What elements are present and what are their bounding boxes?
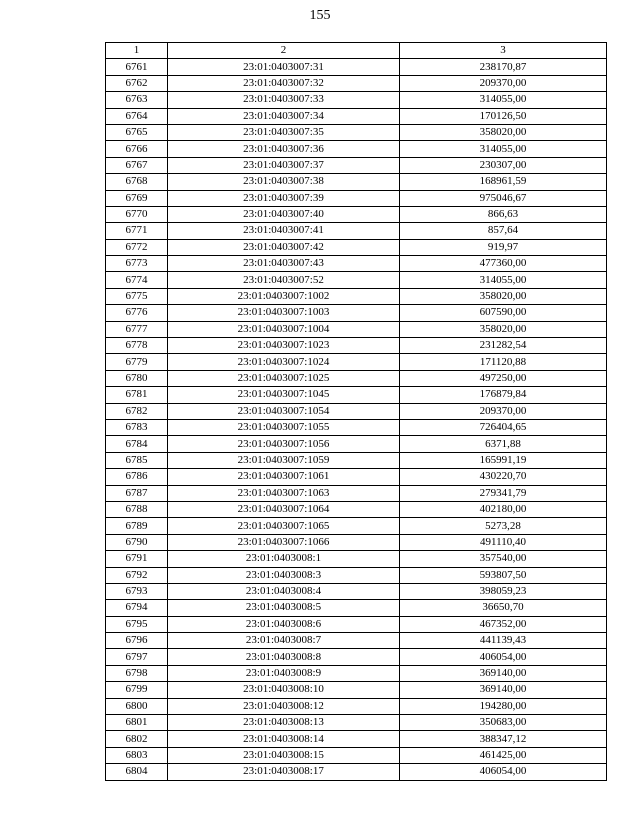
- row-number-cell: 6802: [106, 731, 168, 747]
- table-header: [106, 43, 607, 59]
- table-row: [106, 567, 607, 583]
- row-number-cell: 6782: [106, 403, 168, 419]
- cadastral-value-table: [105, 42, 607, 781]
- cadastral-value-cell: 497250,00: [400, 370, 607, 386]
- row-number-cell: 6798: [106, 665, 168, 681]
- cadastral-value-cell: 358020,00: [400, 321, 607, 337]
- row-number-cell: 6785: [106, 452, 168, 468]
- row-number-cell: 6767: [106, 157, 168, 173]
- row-number-cell: 6799: [106, 682, 168, 698]
- cadastral-value-cell: 369140,00: [400, 682, 607, 698]
- table-row: [106, 469, 607, 485]
- table-row: [106, 321, 607, 337]
- table-row: [106, 436, 607, 452]
- table-row: [106, 190, 607, 206]
- row-number-cell: 6794: [106, 600, 168, 616]
- cadastral-value-cell: 6371,88: [400, 436, 607, 452]
- row-number-cell: 6776: [106, 305, 168, 321]
- row-number-cell: 6779: [106, 354, 168, 370]
- row-number-cell: 6763: [106, 92, 168, 108]
- cadastral-value-cell: 593807,50: [400, 567, 607, 583]
- row-number-cell: 6773: [106, 256, 168, 272]
- cadastral-value-cell: 398059,23: [400, 583, 607, 599]
- cadastral-value-cell: 406054,00: [400, 649, 607, 665]
- cadastral-number-cell: 23:01:0403007:1004: [168, 321, 400, 337]
- table-row: [106, 387, 607, 403]
- cadastral-number-cell: 23:01:0403007:33: [168, 92, 400, 108]
- cadastral-number-cell: 23:01:0403007:1065: [168, 518, 400, 534]
- cadastral-value-cell: 406054,00: [400, 764, 607, 780]
- cadastral-value-cell: 279341,79: [400, 485, 607, 501]
- table-row: [106, 305, 607, 321]
- cadastral-number-cell: 23:01:0403007:1003: [168, 305, 400, 321]
- cadastral-value-cell: 36650,70: [400, 600, 607, 616]
- table-row: [106, 764, 607, 780]
- cadastral-number-cell: 23:01:0403008:6: [168, 616, 400, 632]
- cadastral-number-cell: 23:01:0403008:10: [168, 682, 400, 698]
- row-number-cell: 6778: [106, 338, 168, 354]
- cadastral-number-cell: 23:01:0403007:1059: [168, 452, 400, 468]
- cadastral-number-cell: 23:01:0403007:38: [168, 174, 400, 190]
- cadastral-value-cell: 477360,00: [400, 256, 607, 272]
- cadastral-value-cell: 857,64: [400, 223, 607, 239]
- cadastral-number-cell: 23:01:0403007:31: [168, 59, 400, 75]
- column-header-1: 1: [106, 43, 168, 59]
- table-row: [106, 715, 607, 731]
- cadastral-number-cell: 23:01:0403007:42: [168, 239, 400, 255]
- row-number-cell: 6781: [106, 387, 168, 403]
- cadastral-value-cell: 726404,65: [400, 419, 607, 435]
- cadastral-value-cell: 231282,54: [400, 338, 607, 354]
- cadastral-value-cell: 358020,00: [400, 124, 607, 140]
- cadastral-number-cell: 23:01:0403008:13: [168, 715, 400, 731]
- row-number-cell: 6790: [106, 534, 168, 550]
- cadastral-value-cell: 230307,00: [400, 157, 607, 173]
- table-row: [106, 518, 607, 534]
- table-row: [106, 108, 607, 124]
- row-number-cell: 6791: [106, 551, 168, 567]
- cadastral-number-cell: 23:01:0403007:1045: [168, 387, 400, 403]
- cadastral-value-cell: 168961,59: [400, 174, 607, 190]
- cadastral-value-cell: 238170,87: [400, 59, 607, 75]
- cadastral-value-cell: 430220,70: [400, 469, 607, 485]
- cadastral-number-cell: 23:01:0403007:35: [168, 124, 400, 140]
- cadastral-value-cell: 171120,88: [400, 354, 607, 370]
- table-row: [106, 698, 607, 714]
- cadastral-value-cell: 369140,00: [400, 665, 607, 681]
- row-number-cell: 6769: [106, 190, 168, 206]
- table-row: [106, 747, 607, 763]
- row-number-cell: 6762: [106, 75, 168, 91]
- row-number-cell: 6792: [106, 567, 168, 583]
- cadastral-number-cell: 23:01:0403008:7: [168, 633, 400, 649]
- row-number-cell: 6777: [106, 321, 168, 337]
- cadastral-number-cell: 23:01:0403007:36: [168, 141, 400, 157]
- cadastral-value-cell: 607590,00: [400, 305, 607, 321]
- table-row: [106, 354, 607, 370]
- header-row: [106, 43, 607, 59]
- row-number-cell: 6775: [106, 288, 168, 304]
- cadastral-value-cell: 165991,19: [400, 452, 607, 468]
- page-number: 155: [309, 8, 331, 23]
- cadastral-number-cell: 23:01:0403008:14: [168, 731, 400, 747]
- table-row: [106, 157, 607, 173]
- cadastral-number-cell: 23:01:0403007:1061: [168, 469, 400, 485]
- cadastral-value-cell: 314055,00: [400, 92, 607, 108]
- cadastral-value-cell: 176879,84: [400, 387, 607, 403]
- table-row: [106, 92, 607, 108]
- cadastral-value-cell: 461425,00: [400, 747, 607, 763]
- row-number-cell: 6793: [106, 583, 168, 599]
- cadastral-value-cell: 919,97: [400, 239, 607, 255]
- row-number-cell: 6772: [106, 239, 168, 255]
- cadastral-value-cell: 209370,00: [400, 403, 607, 419]
- table-row: [106, 452, 607, 468]
- row-number-cell: 6804: [106, 764, 168, 780]
- table-row: [106, 501, 607, 517]
- cadastral-number-cell: 23:01:0403007:1025: [168, 370, 400, 386]
- cadastral-value-cell: 5273,28: [400, 518, 607, 534]
- cadastral-value-cell: 491110,40: [400, 534, 607, 550]
- row-number-cell: 6770: [106, 206, 168, 222]
- cadastral-value-cell: 441139,43: [400, 633, 607, 649]
- cadastral-value-cell: 358020,00: [400, 288, 607, 304]
- cadastral-number-cell: 23:01:0403007:1024: [168, 354, 400, 370]
- table-row: [106, 59, 607, 75]
- row-number-cell: 6784: [106, 436, 168, 452]
- table-row: [106, 403, 607, 419]
- table-row: [106, 223, 607, 239]
- row-number-cell: 6771: [106, 223, 168, 239]
- cadastral-number-cell: 23:01:0403008:5: [168, 600, 400, 616]
- cadastral-value-cell: 866,63: [400, 206, 607, 222]
- table-row: [106, 256, 607, 272]
- cadastral-number-cell: 23:01:0403007:1066: [168, 534, 400, 550]
- cadastral-value-cell: 314055,00: [400, 141, 607, 157]
- cadastral-number-cell: 23:01:0403007:1064: [168, 501, 400, 517]
- cadastral-value-cell: 314055,00: [400, 272, 607, 288]
- cadastral-value-cell: 388347,12: [400, 731, 607, 747]
- cadastral-number-cell: 23:01:0403007:1054: [168, 403, 400, 419]
- row-number-cell: 6761: [106, 59, 168, 75]
- table-row: [106, 485, 607, 501]
- table-row: [106, 633, 607, 649]
- cadastral-number-cell: 23:01:0403007:40: [168, 206, 400, 222]
- table-row: [106, 174, 607, 190]
- table-row: [106, 600, 607, 616]
- table-row: [106, 124, 607, 140]
- table-row: [106, 682, 607, 698]
- cadastral-value-cell: 402180,00: [400, 501, 607, 517]
- table-row: [106, 272, 607, 288]
- row-number-cell: 6764: [106, 108, 168, 124]
- table-row: [106, 731, 607, 747]
- cadastral-number-cell: 23:01:0403008:12: [168, 698, 400, 714]
- table-body: [106, 59, 607, 780]
- row-number-cell: 6796: [106, 633, 168, 649]
- cadastral-value-cell: 170126,50: [400, 108, 607, 124]
- cadastral-value-cell: 357540,00: [400, 551, 607, 567]
- row-number-cell: 6783: [106, 419, 168, 435]
- cadastral-number-cell: 23:01:0403007:37: [168, 157, 400, 173]
- cadastral-number-cell: 23:01:0403007:41: [168, 223, 400, 239]
- cadastral-number-cell: 23:01:0403007:1002: [168, 288, 400, 304]
- cadastral-number-cell: 23:01:0403007:32: [168, 75, 400, 91]
- row-number-cell: 6780: [106, 370, 168, 386]
- cadastral-number-cell: 23:01:0403007:1063: [168, 485, 400, 501]
- row-number-cell: 6789: [106, 518, 168, 534]
- table-row: [106, 649, 607, 665]
- table-row: [106, 206, 607, 222]
- cadastral-number-cell: 23:01:0403008:1: [168, 551, 400, 567]
- row-number-cell: 6801: [106, 715, 168, 731]
- cadastral-value-cell: 975046,67: [400, 190, 607, 206]
- table-row: [106, 419, 607, 435]
- cadastral-value-cell: 194280,00: [400, 698, 607, 714]
- cadastral-number-cell: 23:01:0403008:15: [168, 747, 400, 763]
- cadastral-number-cell: 23:01:0403008:9: [168, 665, 400, 681]
- table-row: [106, 551, 607, 567]
- cadastral-number-cell: 23:01:0403008:3: [168, 567, 400, 583]
- table-row: [106, 75, 607, 91]
- row-number-cell: 6800: [106, 698, 168, 714]
- cadastral-number-cell: 23:01:0403008:8: [168, 649, 400, 665]
- cadastral-number-cell: 23:01:0403007:43: [168, 256, 400, 272]
- row-number-cell: 6765: [106, 124, 168, 140]
- row-number-cell: 6788: [106, 501, 168, 517]
- cadastral-value-cell: 467352,00: [400, 616, 607, 632]
- row-number-cell: 6766: [106, 141, 168, 157]
- cadastral-number-cell: 23:01:0403008:17: [168, 764, 400, 780]
- column-header-2: 2: [168, 43, 400, 59]
- cadastral-number-cell: 23:01:0403007:1056: [168, 436, 400, 452]
- table-row: [106, 338, 607, 354]
- cadastral-number-cell: 23:01:0403007:52: [168, 272, 400, 288]
- table-row: [106, 583, 607, 599]
- table-row: [106, 616, 607, 632]
- cadastral-number-cell: 23:01:0403007:1023: [168, 338, 400, 354]
- table-row: [106, 370, 607, 386]
- row-number-cell: 6768: [106, 174, 168, 190]
- row-number-cell: 6795: [106, 616, 168, 632]
- table-row: [106, 239, 607, 255]
- table-row: [106, 534, 607, 550]
- row-number-cell: 6787: [106, 485, 168, 501]
- row-number-cell: 6803: [106, 747, 168, 763]
- cadastral-value-cell: 350683,00: [400, 715, 607, 731]
- table-row: [106, 665, 607, 681]
- table-row: [106, 288, 607, 304]
- row-number-cell: 6797: [106, 649, 168, 665]
- cadastral-number-cell: 23:01:0403007:39: [168, 190, 400, 206]
- cadastral-number-cell: 23:01:0403008:4: [168, 583, 400, 599]
- table-row: [106, 141, 607, 157]
- cadastral-number-cell: 23:01:0403007:34: [168, 108, 400, 124]
- column-header-3: 3: [400, 43, 607, 59]
- cadastral-number-cell: 23:01:0403007:1055: [168, 419, 400, 435]
- row-number-cell: 6774: [106, 272, 168, 288]
- row-number-cell: 6786: [106, 469, 168, 485]
- cadastral-value-cell: 209370,00: [400, 75, 607, 91]
